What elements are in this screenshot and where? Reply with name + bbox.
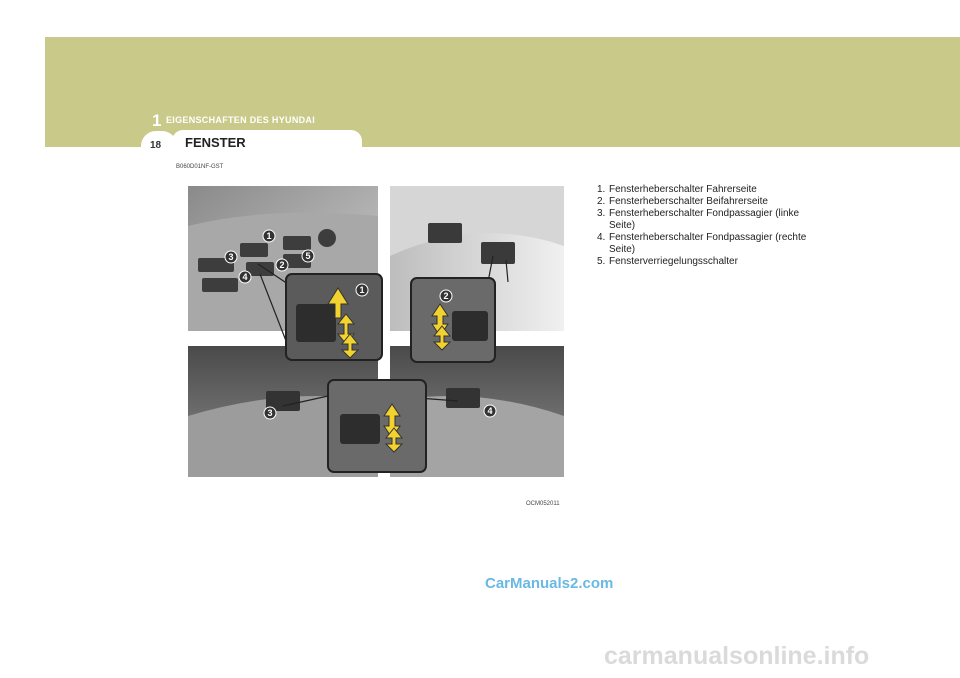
svg-text:3: 3	[228, 252, 234, 262]
svg-text:5: 5	[305, 251, 311, 261]
window-switch-icon	[283, 236, 311, 250]
window-switch-icon	[446, 388, 480, 408]
callout-3	[225, 251, 237, 263]
document-code: B060D01NF-GST	[176, 164, 224, 170]
page-number: 18	[150, 140, 162, 151]
window-switch-figure	[188, 186, 564, 477]
callout-4	[239, 271, 251, 283]
legend-item: 4. Fensterheberschalter Fondpassagier (rechte Seite)	[597, 232, 807, 255]
legend-item: 2. Fensterheberschalter Beifahrerseite	[597, 196, 768, 207]
callout-5	[302, 250, 314, 262]
window-switch-icon	[202, 278, 238, 292]
figure-code: OCM052011	[526, 501, 560, 507]
legend-item: 3. Fensterheberschalter Fondpassagier (linke Seite)	[597, 208, 800, 231]
inset-rear-switch	[328, 380, 426, 472]
chapter-title: EIGENSCHAFTEN DES HYUNDAI	[166, 115, 316, 125]
callout-3	[264, 407, 276, 419]
svg-text:2: 2	[443, 291, 449, 301]
svg-text:4: 4	[242, 272, 248, 282]
window-switch-icon	[428, 223, 462, 243]
chapter-number: 1	[152, 111, 162, 130]
svg-text:2: 2	[279, 260, 285, 270]
legend-item: 1. Fensterheberschalter Fahrerseite	[597, 184, 757, 195]
switch-legend	[597, 184, 817, 268]
callout-1	[263, 230, 275, 242]
legend-item: 5. Fensterverriegelungsschalter	[597, 256, 738, 267]
window-switch-icon	[240, 243, 268, 257]
svg-text:1: 1	[266, 231, 272, 241]
svg-text:3: 3	[267, 408, 273, 418]
watermark-footer: carmanualsonline.info	[604, 642, 870, 670]
inset-passenger-switch	[411, 278, 495, 362]
window-switch-icon	[481, 242, 515, 264]
callout-2	[440, 290, 452, 302]
svg-text:4: 4	[487, 406, 493, 416]
callout-2	[276, 259, 288, 271]
callout-4	[484, 405, 496, 417]
watermark-link[interactable]: CarManuals2.com	[485, 575, 614, 592]
callout-1	[356, 284, 368, 296]
svg-text:1: 1	[359, 285, 365, 295]
section-title: FENSTER	[185, 135, 246, 150]
